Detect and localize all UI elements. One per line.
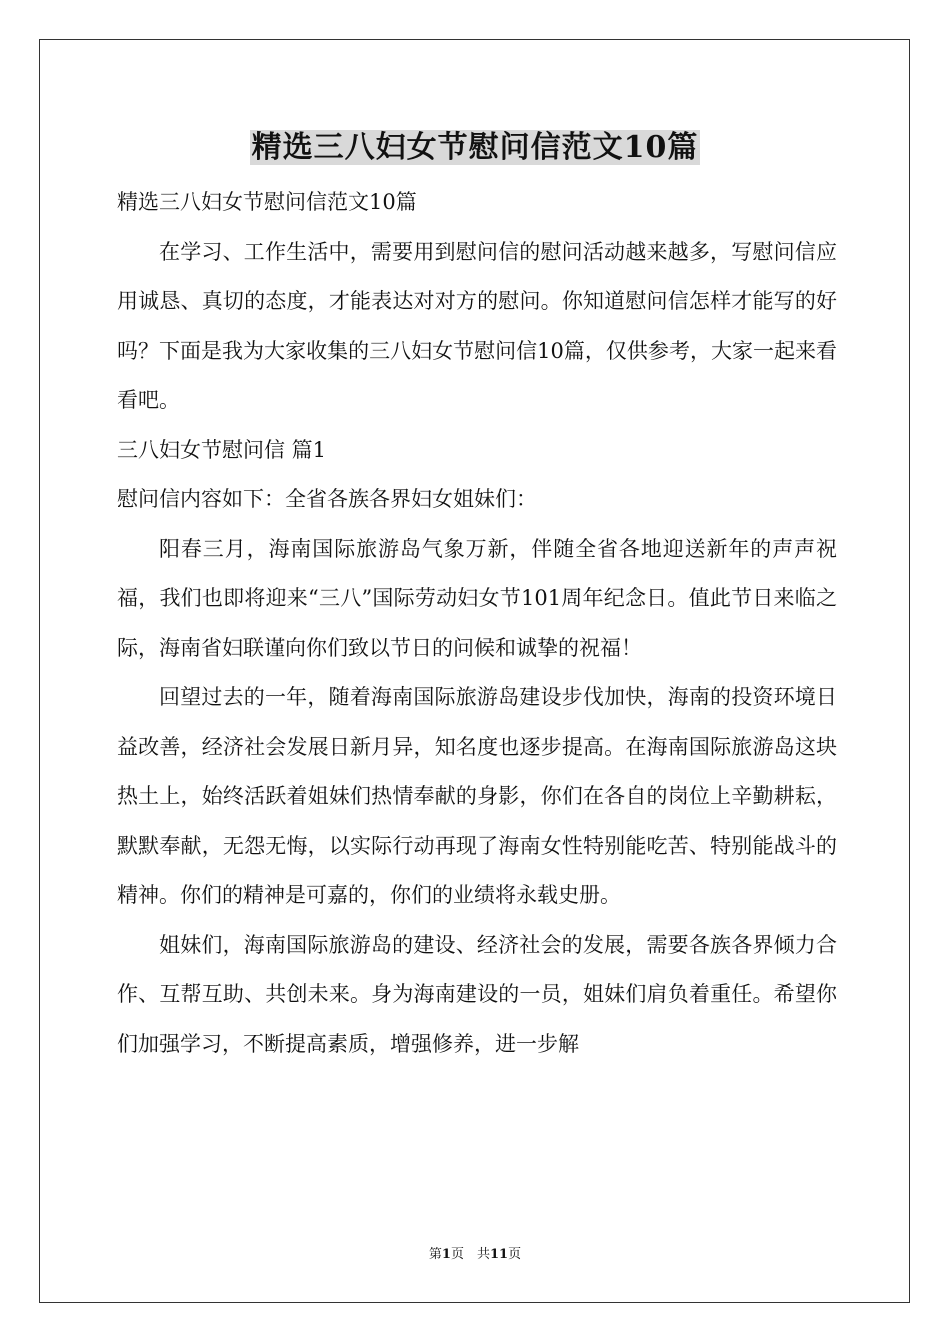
section-heading: 三八妇女节慰问信 篇1 [117, 437, 327, 462]
footer-mid: 页 共 [450, 1247, 490, 1262]
footer-suffix: 页 [508, 1247, 522, 1262]
document-title-text: 精选三八妇女节慰问信范文10篇 [251, 130, 699, 165]
document-body [117, 178, 837, 1069]
salutation: 慰问信内容如下：全省各族各界妇女姐妹们： [117, 487, 537, 511]
paragraph: 阳春三月，海南国际旅游岛气象万新，伴随全省各地迎送新年的声声祝福，我们也即将迎来“三八”国际劳动妇女节101周年纪念日。值此节日来临之际，海南省妇联谨向你们致以节日的问候和诚挚的祝福！ [117, 536, 837, 660]
page-footer [0, 1246, 950, 1264]
footer-page-total: 11 [489, 1247, 509, 1262]
paragraph-intro: 在学习、工作生活中，需要用到慰问信的慰问活动越来越多，写慰问信应用诚恳、真切的态度，才能表达对对方的慰问。你知道慰问信怎样才能写的好吗？下面是我为大家收集的三八妇女节慰问信10篇，仅供参考，大家一起来看看吧。 [117, 239, 837, 412]
paragraph: 回望过去的一年，随着海南国际旅游岛建设步伐加快，海南的投资环境日益改善，经济社会发展日新月异，知名度也逐步提高。在海南国际旅游岛这块热土上，始终活跃着姐妹们热情奉献的身影，你们在各自的岗位上辛勤耕耘，默默奉献，无怨无悔，以实际行动再现了海南女性特别能吃苦、特别能战斗的精神。你们的精神是可嘉的，你们的业绩将永载史册。 [117, 685, 837, 907]
document-subtitle: 精选三八妇女节慰问信范文10篇 [117, 190, 417, 214]
footer-prefix: 第 [428, 1247, 442, 1262]
footer-page-number: 1 [441, 1247, 451, 1262]
paragraph: 姐妹们，海南国际旅游岛的建设、经济社会的发展，需要各族各界倾力合作、互帮互助、共创未来。身为海南建设的一员，姐妹们肩负着重任。希望你们加强学习，不断提高素质，增强修养，进一步解 [117, 932, 837, 1056]
document-title [0, 126, 950, 170]
